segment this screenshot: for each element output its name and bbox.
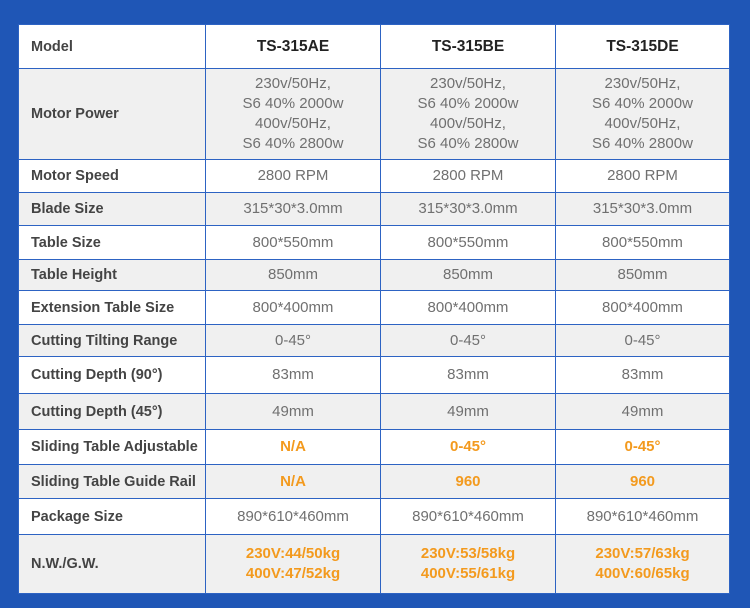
spec-value bbox=[206, 325, 381, 357]
spec-value bbox=[556, 193, 730, 226]
spec-value bbox=[556, 357, 730, 394]
spec-value bbox=[206, 193, 381, 226]
spec-value-line: 800*400mm bbox=[427, 298, 509, 316]
spec-value bbox=[556, 325, 730, 357]
spec-row bbox=[19, 394, 730, 430]
spec-value bbox=[206, 69, 381, 160]
spec-value-line: S6 40% 2000w bbox=[242, 95, 344, 112]
spec-table bbox=[18, 24, 730, 594]
spec-value bbox=[206, 357, 381, 394]
spec-value bbox=[556, 394, 730, 430]
spec-value-line: 800*400mm bbox=[602, 298, 683, 316]
spec-value-line: 800*550mm bbox=[252, 233, 334, 251]
spec-value bbox=[206, 394, 381, 430]
spec-value-line: 400V:60/65kg bbox=[595, 565, 690, 582]
spec-label: Cutting Depth (90°) bbox=[19, 357, 206, 394]
spec-value bbox=[381, 394, 556, 430]
spec-value bbox=[381, 465, 556, 499]
spec-value-line: 960 bbox=[455, 472, 481, 490]
spec-value-line: 230V:44/50kg bbox=[245, 545, 341, 562]
spec-value-line: S6 40% 2000w bbox=[592, 95, 693, 112]
spec-label: Sliding Table Guide Rail bbox=[19, 465, 206, 499]
spec-value-line: N/A bbox=[280, 438, 306, 455]
spec-value bbox=[381, 535, 556, 594]
spec-value bbox=[206, 160, 381, 193]
spec-value bbox=[381, 160, 556, 193]
spec-row bbox=[19, 465, 730, 499]
model-name: TS-315AE bbox=[206, 25, 381, 69]
spec-label: Sliding Table Adjustable bbox=[19, 430, 206, 465]
spec-value-line: 2800 RPM bbox=[257, 167, 329, 184]
spec-row bbox=[19, 69, 730, 160]
spec-row bbox=[19, 357, 730, 394]
model-name: TS-315BE bbox=[381, 25, 556, 69]
spec-row bbox=[19, 325, 730, 357]
spec-label: N.W./G.W. bbox=[19, 535, 206, 594]
spec-value bbox=[381, 193, 556, 226]
spec-value bbox=[381, 357, 556, 394]
spec-value bbox=[381, 69, 556, 160]
spec-value bbox=[381, 499, 556, 535]
spec-row bbox=[19, 499, 730, 535]
spec-value-line: 890*610*460mm bbox=[586, 507, 699, 525]
spec-label: Package Size bbox=[19, 499, 206, 535]
spec-value-line: S6 40% 2800w bbox=[592, 135, 693, 152]
spec-value-line: 230V:53/58kg bbox=[420, 545, 516, 562]
spec-value-line: 850mm bbox=[617, 266, 668, 283]
spec-value-line: 230v/50Hz, bbox=[255, 75, 331, 92]
spec-value bbox=[206, 430, 381, 465]
spec-value-line: 0-45° bbox=[624, 331, 661, 349]
spec-value-line: 2800 RPM bbox=[607, 167, 678, 184]
spec-value-line: 230v/50Hz, bbox=[604, 75, 681, 92]
spec-value bbox=[556, 535, 730, 594]
spec-value-line: N/A bbox=[280, 472, 306, 490]
spec-value-line: 800*400mm bbox=[252, 298, 334, 316]
spec-value bbox=[381, 226, 556, 260]
spec-value-line: 890*610*460mm bbox=[237, 507, 349, 525]
spec-value-line: S6 40% 2800w bbox=[417, 135, 519, 152]
spec-value-line: 315*30*3.0mm bbox=[592, 200, 693, 217]
spec-value bbox=[381, 260, 556, 291]
spec-value bbox=[206, 226, 381, 260]
spec-row bbox=[19, 160, 730, 193]
spec-value-line: 49mm bbox=[447, 402, 489, 420]
spec-row bbox=[19, 291, 730, 325]
spec-value-line: 800*550mm bbox=[602, 233, 683, 251]
spec-value bbox=[556, 226, 730, 260]
spec-row bbox=[19, 430, 730, 465]
spec-value-line: 315*30*3.0mm bbox=[243, 200, 343, 217]
spec-label: Motor Power bbox=[19, 69, 206, 160]
header-row bbox=[19, 25, 730, 69]
spec-value-line: 0-45° bbox=[449, 331, 487, 349]
spec-value bbox=[556, 69, 730, 160]
spec-value-line: 960 bbox=[629, 472, 656, 490]
spec-value bbox=[556, 291, 730, 325]
spec-value-line: 400v/50Hz, bbox=[604, 115, 681, 132]
spec-value-line: 230V:57/63kg bbox=[595, 545, 690, 562]
model-name: TS-315DE bbox=[556, 25, 730, 69]
header-label: Model bbox=[19, 25, 206, 69]
spec-value bbox=[556, 499, 730, 535]
spec-value-line: 49mm bbox=[272, 402, 314, 420]
spec-row bbox=[19, 260, 730, 291]
spec-row bbox=[19, 226, 730, 260]
spec-value-line: 0-45° bbox=[449, 438, 487, 455]
spec-value-line: 400v/50Hz, bbox=[255, 115, 331, 132]
spec-value bbox=[206, 291, 381, 325]
spec-value-line: 83mm bbox=[447, 366, 489, 383]
spec-value-line: S6 40% 2800w bbox=[242, 135, 344, 152]
spec-value-line: 83mm bbox=[621, 366, 664, 383]
spec-value-line: 83mm bbox=[272, 366, 314, 383]
spec-row bbox=[19, 535, 730, 594]
spec-label: Table Size bbox=[19, 226, 206, 260]
spec-label: Motor Speed bbox=[19, 160, 206, 193]
spec-value bbox=[556, 430, 730, 465]
spec-value bbox=[206, 499, 381, 535]
spec-value-line: 230v/50Hz, bbox=[430, 75, 506, 92]
spec-value bbox=[556, 465, 730, 499]
spec-value bbox=[381, 430, 556, 465]
spec-value-line: 315*30*3.0mm bbox=[418, 200, 518, 217]
spec-label: Blade Size bbox=[19, 193, 206, 226]
spec-label: Cutting Depth (45°) bbox=[19, 394, 206, 430]
spec-value-line: 400V:55/61kg bbox=[420, 565, 516, 582]
spec-value-line: 400v/50Hz, bbox=[430, 115, 506, 132]
spec-value-line: 400V:47/52kg bbox=[245, 565, 341, 582]
spec-value-line: 49mm bbox=[621, 402, 664, 420]
spec-value bbox=[381, 325, 556, 357]
spec-value-line: 0-45° bbox=[274, 331, 312, 349]
spec-value bbox=[381, 291, 556, 325]
spec-value bbox=[556, 260, 730, 291]
spec-value-line: S6 40% 2000w bbox=[417, 95, 519, 112]
spec-table-frame bbox=[18, 24, 729, 592]
spec-value-line: 850mm bbox=[267, 266, 319, 283]
spec-label: Extension Table Size bbox=[19, 291, 206, 325]
spec-value bbox=[556, 160, 730, 193]
spec-value-line: 890*610*460mm bbox=[412, 507, 524, 525]
spec-value-line: 0-45° bbox=[624, 438, 661, 455]
spec-value-line: 2800 RPM bbox=[432, 167, 504, 184]
spec-value bbox=[206, 465, 381, 499]
spec-value bbox=[206, 535, 381, 594]
spec-row bbox=[19, 193, 730, 226]
spec-label: Cutting Tilting Range bbox=[19, 325, 206, 357]
spec-value bbox=[206, 260, 381, 291]
spec-value-line: 850mm bbox=[442, 266, 494, 283]
spec-value-line: 800*550mm bbox=[427, 233, 509, 251]
spec-label: Table Height bbox=[19, 260, 206, 291]
